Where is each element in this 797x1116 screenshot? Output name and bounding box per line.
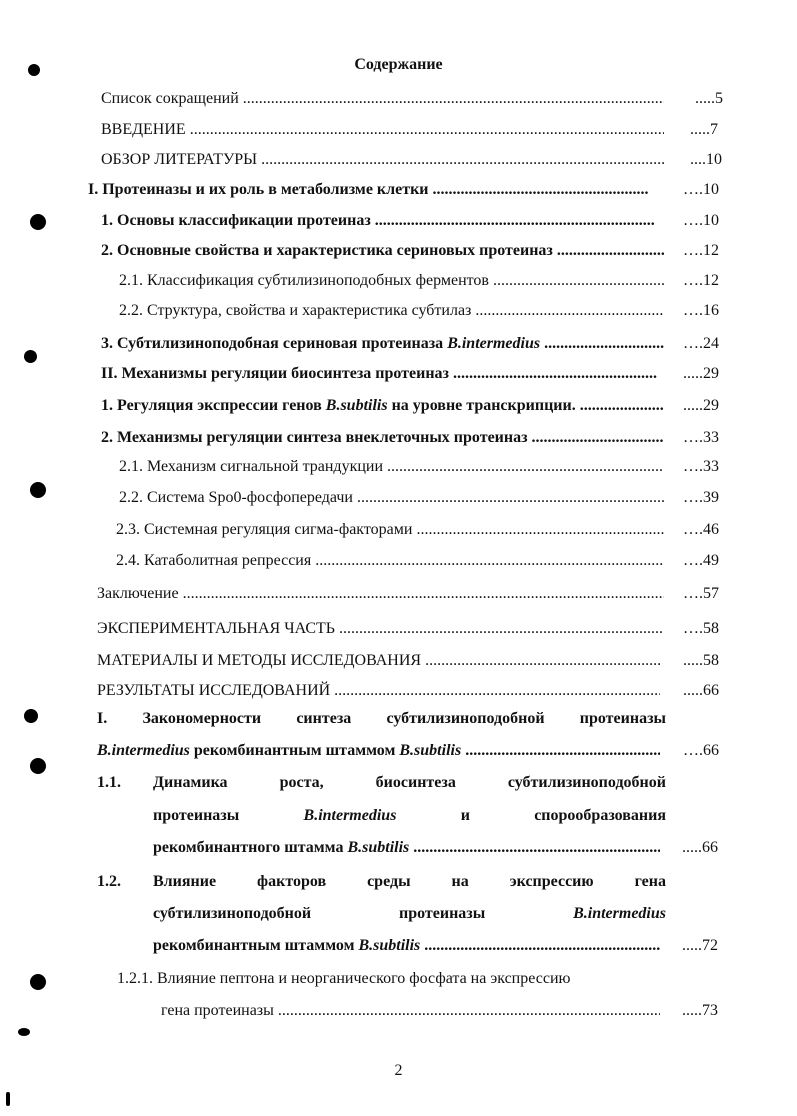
toc-entry-title: II. Механизмы регуляции биосинтеза протеиназ ..... — [101, 365, 657, 382]
sub-1-2-1-line1: 1.2.1. Влияние пептона и неорганического фосфата на экспрессию — [117, 970, 571, 987]
toc-entry-title: ЭКСПЕРИМЕНТАЛЬНАЯ ЧАСТЬ ..... — [97, 620, 664, 637]
toc-entry-page: ....10 — [690, 151, 722, 168]
sub-1-2-page: .....72 — [682, 937, 718, 954]
toc-entry-title: Список сокращений ..... — [101, 90, 664, 107]
toc-entry-page: .....29 — [683, 397, 719, 414]
toc-entry — [116, 520, 664, 540]
toc-entry — [101, 211, 654, 231]
sub-1-2-line3: рекомбинантным штаммом B.subtilis ..... — [153, 936, 660, 956]
toc-entry — [97, 584, 664, 604]
section-1-line1: I. Закономерности синтеза субтилизиноподобной протеиназы — [97, 710, 666, 727]
scan-blot — [30, 758, 46, 774]
toc-entry-title: МАТЕРИАЛЫ И МЕТОДЫ ИССЛЕДОВАНИЯ ..... — [97, 652, 660, 669]
section-1-page: ….66 — [683, 742, 719, 759]
toc-entry — [101, 334, 664, 354]
sub-1-2-1-line2: гена протеиназы ..... — [161, 1001, 660, 1021]
toc-entry-title: 2.1. Классификация субтилизиноподобных ферментов ..... — [119, 272, 664, 289]
sub-1-1-page: .....66 — [682, 839, 718, 856]
toc-entry-title: 1. Основы классификации протеиназ ..... — [101, 212, 654, 229]
sub-1-1-number: 1.1. — [97, 774, 121, 791]
scan-blot — [30, 214, 46, 230]
toc-entry — [88, 180, 648, 200]
toc-entry-page: ….24 — [683, 335, 719, 352]
scan-blot — [30, 482, 46, 498]
toc-entry — [97, 681, 660, 701]
sub-1-2-line1: Влияние факторов среды на экспрессию гена — [153, 873, 666, 890]
section-1-line2: B.intermedius рекомбинантным штаммом B.subtilis ..... — [97, 741, 660, 761]
toc-entry-title: ОБЗОР ЛИТЕРАТУРЫ ..... — [101, 151, 664, 168]
sub-1-1-line2: протеиназы B.intermedius и спорообразования — [153, 807, 666, 824]
sub-1-2-number: 1.2. — [97, 873, 121, 890]
scan-blot — [28, 64, 40, 76]
toc-entry-title: 2.4. Катаболитная репрессия ..... — [116, 552, 664, 569]
toc-entry-title: 3. Субтилизиноподобная сериновая протеиназа B.intermedius ..... — [101, 335, 664, 352]
sub-1-2-1-page: .....73 — [682, 1002, 718, 1019]
toc-entry-page: ….39 — [683, 489, 719, 506]
toc-entry — [119, 301, 664, 321]
toc-entry-page: .....66 — [683, 682, 719, 699]
toc-entry — [101, 120, 664, 140]
toc-entry-page: ….33 — [683, 458, 719, 475]
scan-blot — [24, 709, 38, 723]
toc-entry — [119, 457, 664, 477]
toc-entry-page: .....7 — [690, 121, 718, 138]
toc-entry-page: ….10 — [683, 181, 719, 198]
toc-entry-page: .....5 — [695, 90, 723, 107]
toc-entry-title: Заключение ..... — [97, 585, 664, 602]
toc-entry-page: ….49 — [683, 552, 719, 569]
scan-blot — [30, 974, 46, 990]
toc-entry-title: 2. Механизмы регуляции синтеза внеклеточных протеиназ ..... — [101, 429, 664, 446]
toc-entry-page: ….10 — [683, 212, 719, 229]
toc-entry-page: ….58 — [683, 620, 719, 637]
toc-entry-title: I. Протеиназы и их роль в метаболизме клетки ..... — [88, 181, 648, 198]
sub-1-1-line3: рекомбинантного штамма B.subtilis ..... — [153, 838, 660, 858]
toc-entry — [119, 488, 664, 508]
toc-entry — [97, 619, 664, 639]
scan-blot — [6, 1092, 10, 1106]
toc-entry-title: 2.2. Система Spo0-фосфопередачи ..... — [119, 489, 664, 506]
toc-entry-page: ….57 — [683, 585, 719, 602]
toc-entry-page: .....58 — [683, 652, 719, 669]
sub-1-2-line2: субтилизиноподобной протеиназы B.intermedius — [153, 905, 666, 922]
page-title: Содержание — [354, 56, 443, 73]
toc-entry — [101, 396, 664, 416]
scan-blot — [18, 1028, 30, 1036]
toc-entry — [101, 241, 664, 261]
toc-entry-page: ….12 — [683, 242, 719, 259]
toc-entry-title: 2.3. Системная регуляция сигма-факторами ..... — [116, 521, 664, 538]
toc-entry-page: ….12 — [683, 272, 719, 289]
toc-entry-title: 2.1. Механизм сигнальной трандукции ..... — [119, 458, 664, 475]
sub-1-1-line1: Динамика роста, биосинтеза субтилизиноподобной — [153, 774, 666, 791]
toc-entry-title: 1. Регуляция экспрессии генов B.subtilis на уровне транскрипции. ..... — [101, 397, 664, 414]
toc-entry — [101, 364, 657, 384]
toc-entry-title: 2.2. Структура, свойства и характеристика субтилаз ..... — [119, 302, 664, 319]
toc-entry-title: РЕЗУЛЬТАТЫ ИССЛЕДОВАНИЙ ..... — [97, 682, 660, 699]
toc-entry — [97, 651, 660, 671]
toc-entry-page: ….16 — [683, 302, 719, 319]
toc-entry-page: ….46 — [683, 521, 719, 538]
toc-entry-title: ВВЕДЕНИЕ ..... — [101, 121, 664, 138]
toc-entry — [116, 551, 664, 571]
toc-entry-page: ….33 — [683, 429, 719, 446]
scan-blot — [24, 350, 37, 363]
page-number: 2 — [394, 1062, 403, 1079]
toc-entry — [101, 89, 664, 109]
toc-entry — [101, 428, 664, 448]
toc-entry-title: 2. Основные свойства и характеристика сериновых протеиназ ..... — [101, 242, 664, 259]
toc-entry-page: .....29 — [683, 365, 719, 382]
toc-entry — [119, 271, 664, 291]
toc-entry — [101, 150, 664, 170]
